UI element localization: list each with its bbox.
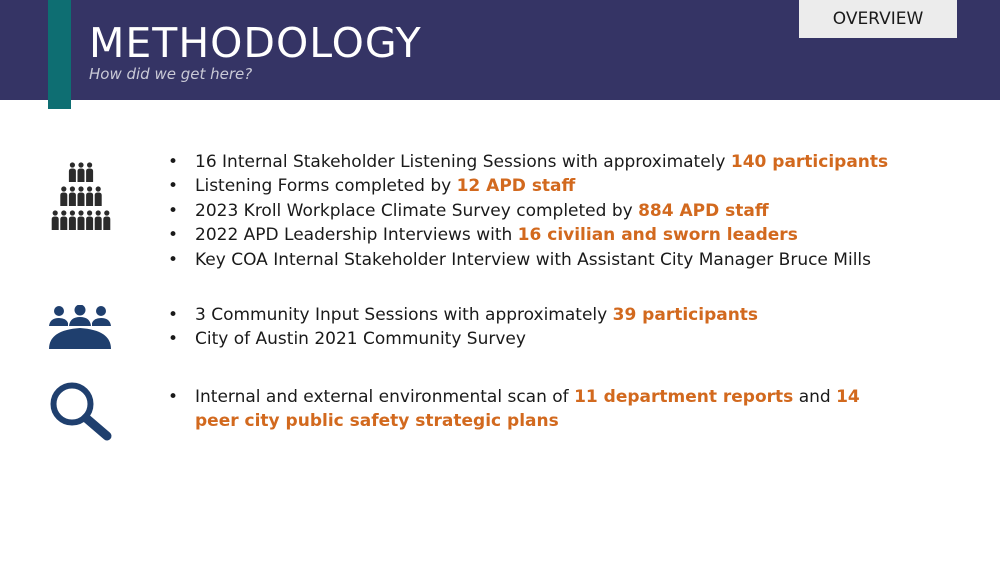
list-item: • 2023 Kroll Workplace Climate Survey completed by 884 APD staff [168,199,888,223]
internal-stakeholder-list [168,150,888,272]
list-item: • 2022 APD Leadership Interviews with 16 civilian and sworn leaders [168,223,888,247]
accent-bar [48,0,71,109]
list-item: • Listening Forms completed by 12 APD staff [168,174,888,198]
magnifying-glass-icon [48,381,114,443]
list-item: • Internal and external environmental scan of 11 department reports and 14 peer city public safety strategic plans [168,385,868,434]
overview-tab[interactable]: OVERVIEW [799,0,957,38]
list-item: • Key COA Internal Stakeholder Interview with Assistant City Manager Bruce Mills [168,248,888,272]
page-title: METHODOLOGY [89,19,422,67]
list-item: • City of Austin 2021 Community Survey [168,327,758,351]
list-item: • 16 Internal Stakeholder Listening Sessions with approximately 140 participants [168,150,888,174]
list-item: • 3 Community Input Sessions with approximately 39 participants [168,303,758,327]
people-pyramid-icon [50,160,112,235]
community-input-list [168,303,758,352]
community-meeting-icon [48,305,112,350]
page-subtitle: How did we get here? [89,65,253,83]
environmental-scan-list [168,385,868,434]
